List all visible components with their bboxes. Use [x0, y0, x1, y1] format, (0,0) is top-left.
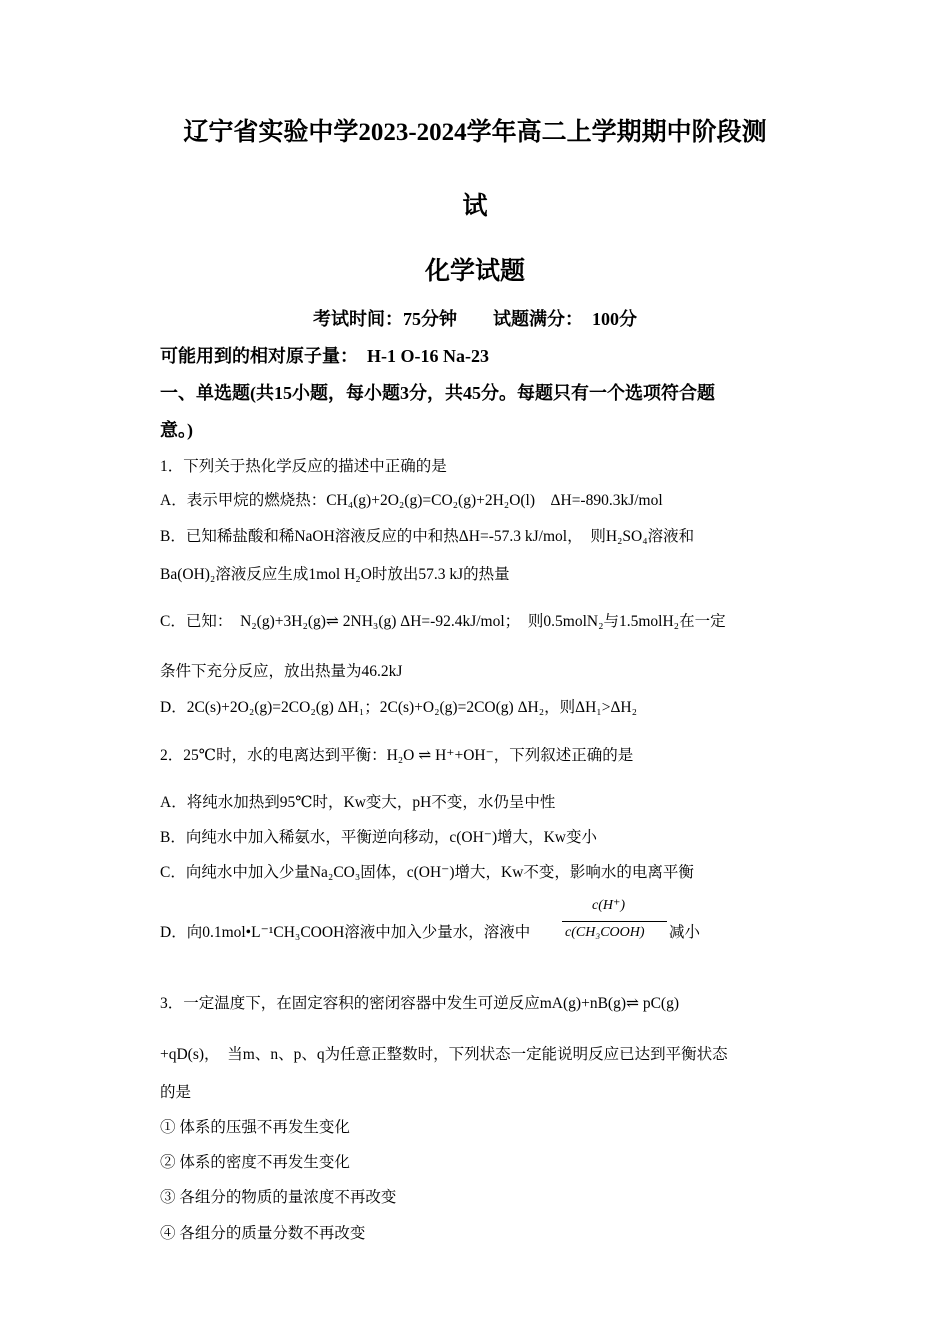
q2-fraction-numerator: c(H⁺) — [592, 898, 626, 913]
q1-option-b-line-1: B．已知稀盐酸和稀NaOH溶液反应的中和热ΔH=-57.3 kJ/mol， 则H₂SO₄溶液和 — [160, 528, 695, 545]
atomic-masses: 可能用到的相对原子量： H-1 O-16 Na-23 — [160, 346, 489, 366]
q2-option-d-suffix: 减小 — [669, 924, 701, 941]
q2-option-d-text: D．向0.1mol•L⁻¹CH₃COOH溶液中加入少量水，溶液中 — [160, 924, 531, 941]
q3-item-4: ④ 各组分的质量分数不再改变 — [160, 1225, 366, 1242]
q1-option-d: D．2C(s)+2O₂(g)=2CO₂(g) ΔH₁；2C(s)+O₂(g)=2CO(g) ΔH₂，则ΔH₁>ΔH₂ — [160, 699, 638, 716]
exam-info: 考试时间：75分钟 试题满分： 100分 — [313, 309, 637, 329]
section-heading-line-1: 一、单选题(共15小题，每小题3分，共45分。每题只有一个选项符合题 — [160, 383, 715, 403]
q3-stem-line-2: +qD(s)， 当m、n、p、q为任意正整数时，下列状态一定能说明反应已达到平衡状态 — [160, 1046, 728, 1063]
q1-option-c-line-2: 条件下充分反应，放出热量为46.2kJ — [160, 663, 403, 680]
q1-stem: 1．下列关于热化学反应的描述中正确的是 — [160, 458, 447, 475]
title-line-1: 辽宁省实验中学2023-2024学年高二上学期期中阶段测 — [183, 119, 767, 146]
section-heading-line-2: 意。) — [160, 420, 193, 440]
q2-fraction-denominator: c(CH₃COOH) — [565, 925, 645, 940]
q1-option-b-line-2: Ba(OH)₂溶液反应生成1mol H₂O时放出57.3 kJ的热量 — [160, 566, 510, 583]
q2-fraction-bar — [562, 921, 667, 922]
q3-item-1: ① 体系的压强不再发生变化 — [160, 1119, 350, 1136]
q1-option-c-line-1: C．已知： N₂(g)+3H₂(g)⇌ 2NH₃(g) ΔH=-92.4kJ/mol； 则0.5molN₂与1.5molH₂在一定 — [160, 613, 726, 630]
q3-item-2: ② 体系的密度不再发生变化 — [160, 1154, 350, 1171]
q3-stem-line-3: 的是 — [160, 1084, 192, 1101]
q1-option-a: A．表示甲烷的燃烧热：CH₄(g)+2O₂(g)=CO₂(g)+2H₂O(l) ΔH=-890.3kJ/mol — [160, 492, 663, 509]
q3-item-3: ③ 各组分的物质的量浓度不再改变 — [160, 1189, 397, 1206]
subtitle: 化学试题 — [424, 258, 525, 285]
q2-option-b: B．向纯水中加入稀氨水，平衡逆向移动，c(OH⁻)增大，Kw变小 — [160, 829, 597, 846]
q2-stem: 2．25℃时，水的电离达到平衡：H₂O ⇌ H⁺+OH⁻，下列叙述正确的是 — [160, 747, 634, 764]
title-line-2: 试 — [462, 193, 488, 220]
q3-stem-line-1: 3．一定温度下，在固定容积的密闭容器中发生可逆反应mA(g)+nB(g)⇌ pC(g) — [160, 995, 680, 1012]
q2-option-a: A．将纯水加热到95℃时，Kw变大，pH不变，水仍呈中性 — [160, 794, 556, 811]
q2-option-c: C．向纯水中加入少量Na₂CO₃固体，c(OH⁻)增大，Kw不变，影响水的电离平衡 — [160, 864, 694, 881]
